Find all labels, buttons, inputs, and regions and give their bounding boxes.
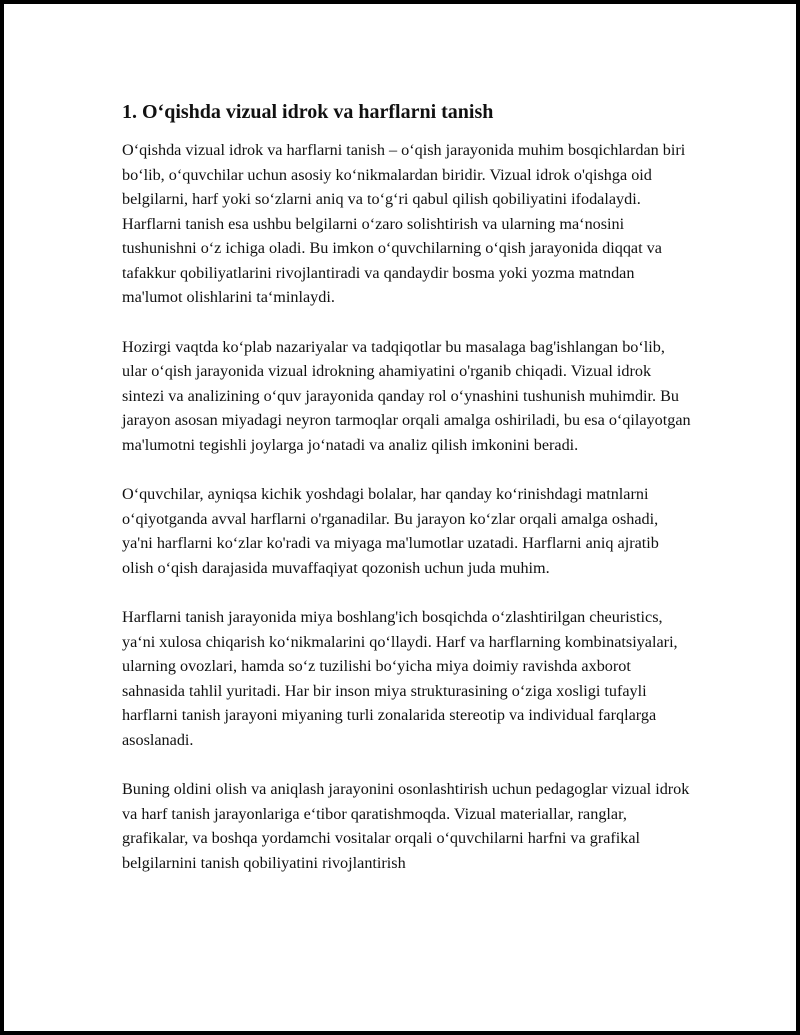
paragraph-4: Harflarni tanish jarayonida miya boshlang'ich bosqichda o‘zlashtirilgan cheuristics, ya‘ni xulosa chiqarish ko‘nikmalarini qo‘llaydi. Harf va harflarning kombinatsiyalari, ularning ovozlari, hamda so‘z tuzilishi bo‘yicha miya doimiy ravishda axborot sahnasida tahlil yuritadi. Har bir inson miya strukturasining o‘ziga xosligi tufayli harflarni tanish jarayoni miyaning turli zonalarida stereotip va individual farqlarga asoslanadi. [122,608,678,749]
section-heading: 1. O‘qishda vizual idrok va harflarni tanish [122,101,494,123]
paragraph-1: O‘qishda vizual idrok va harflarni tanish – o‘qish jarayonida muhim bosqichlardan biri bo‘lib, o‘quvchilar uchun asosiy ko‘nikmalardan biridir. Vizual idrok o'qishga oid belgilarni, harf yoki so‘zlarni aniq va to‘g‘ri qabul qilish qobiliyatini ifodalaydi. Harflarni tanish esa ushbu belgilarni o‘zaro solishtirish va ularning ma‘nosini tushunishni o‘z ichiga oladi. Bu imkon o‘quvchilarning o‘qish jarayonida diqqat va tafakkur qobiliyatlarini rivojlantiradi va qandaydir bosma yoki yozma matndan ma'lumot olishlarini ta‘minlaydi. [122,141,686,306]
paragraph-2: Hozirgi vaqtda ko‘plab nazariyalar va tadqiqotlar bu masalaga bag'ishlangan bo‘lib, ular o‘qish jarayonida vizual idrokning ahamiyatini o'rganib chiqadi. Vizual idrok sintezi va analizining o‘quv jarayonida qanday rol o‘ynashini tushunish muhimdir. Bu jarayon asosan miyadagi neyron tarmoqlar orqali amalga oshiriladi, bu esa o‘qilayotgan ma'lumotni tegishli joylarga jo‘natadi va analiz qilish imkonini beradi. [122,337,691,454]
paragraph-3: O‘quvchilar, ayniqsa kichik yoshdagi bolalar, har qanday ko‘rinishdagi matnlarni o‘qiyotganda avval harflarni o'rganadilar. Bu jarayon ko‘zlar orqali amalga oshadi, ya'ni harflarni ko‘zlar ko'radi va miyaga ma'lumotlar uzatadi. Harflarni aniq ajratib olish o‘qish darajasida muvaffaqiyat qozonish uchun juda muhim. [122,485,659,577]
document-body [122,100,692,900]
paragraph-5: Buning oldini olish va aniqlash jarayonini osonlashtirish uchun pedagoglar vizual idrok va harf tanish jarayonlariga e‘tibor qaratishmoqda. Vizual materiallar, ranglar, grafikalar, va boshqa yordamchi vositalar orqali o‘quvchilarni harfni va grafikal belgilarnini tanish qobiliyatini rivojlantirish [122,780,690,872]
